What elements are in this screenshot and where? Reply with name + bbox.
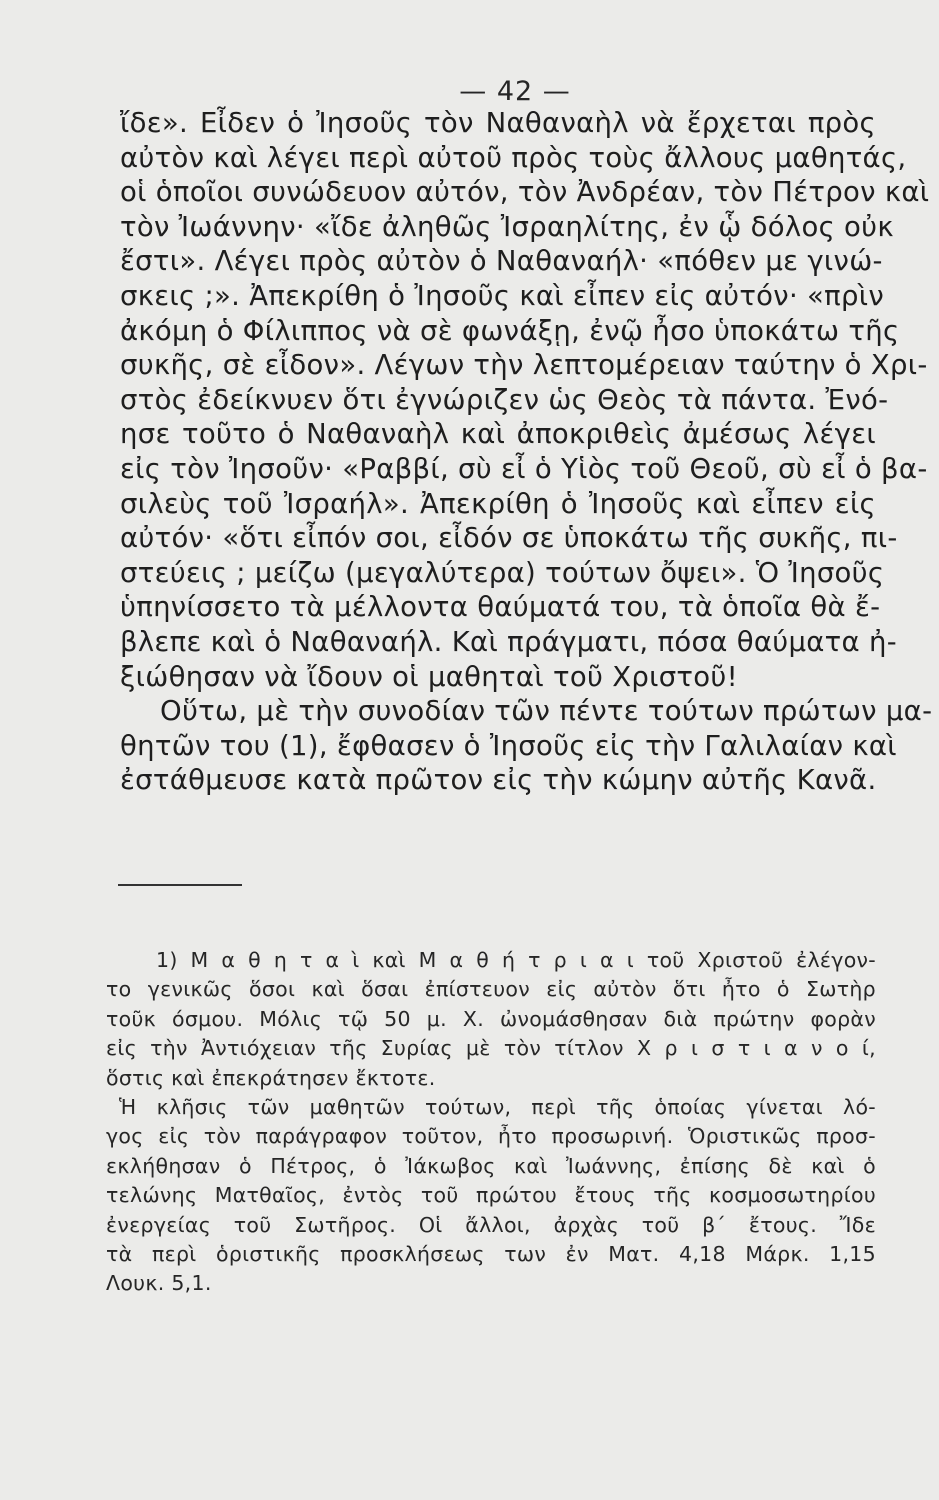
footnotes bbox=[106, 946, 876, 1299]
text-line: στεύεις ; μείζω (μεγαλύτερα) τούτων ὄψει». Ὁ Ἰησοῦς bbox=[120, 556, 885, 589]
footnote-line: εκλήθησαν ὁ Πέτρος, ὁ Ἰάκωβος καὶ Ἰωάννης, ἐπίσης δὲ καὶ ὁ bbox=[106, 1153, 876, 1178]
footnote-line: Ἡ κλῆσις τῶν μαθητῶν τούτων, περὶ τῆς ὁποίας γίνεται λό- bbox=[119, 1094, 876, 1119]
footnote-line: τοῦκ όσμου. Μόλις τῷ 50 μ. Χ. ὠνομάσθησαν διὰ πρώτην φορὰν bbox=[106, 1006, 876, 1031]
text-line: ἀκόμη ὁ Φίλιππος νὰ σὲ φωνάξῃ, ἐνῷ ἦσο ὑποκάτω τῆς bbox=[120, 314, 900, 347]
text-line: εἰς τὸν Ἰησοῦν· «Ραββί, σὺ εἶ ὁ Υἱὸς τοῦ Θεοῦ, σὺ εἶ ὁ βα- bbox=[120, 452, 928, 485]
text-line: αὐτόν· «ὅτι εἶπόν σοι, εἶδόν σε ὑποκάτω τῆς συκῆς, πι- bbox=[120, 522, 898, 555]
text-line: βλεπε καὶ ὁ Ναθαναήλ. Καὶ πράγματι, πόσα θαύματα ἠ- bbox=[120, 625, 897, 658]
text-line: ησε τοῦτο ὁ Ναθαναὴλ καὶ ἀποκριθεὶς ἀμέσως λέγει bbox=[120, 418, 876, 451]
footnote-line: ὅστις καὶ ἐπεκράτησεν ἔκτοτε. bbox=[106, 1065, 436, 1090]
footnote-line: εἰς τὴν Ἀντιόχειαν τῆς Συρίας μὲ τὸν τίτλον Χ ρ ι σ τ ι α ν ο ί, bbox=[106, 1036, 876, 1061]
footnote-divider bbox=[118, 884, 242, 886]
footnote-line: γος εἰς τὸν παράγραφον τοῦτον, ἦτο προσωρινή. Ὁριστικῶς προσ- bbox=[106, 1124, 876, 1149]
footnote-line: 1) Μ α θ η τ α ὶ καὶ Μ α θ ή τ ρ ι α ι τοῦ Χριστοῦ ἐλέγον- bbox=[156, 948, 876, 972]
text-line: ἔστι». Λέγει πρὸς αὐτὸν ὁ Ναθαναήλ· «πόθεν με γινώ- bbox=[120, 245, 883, 278]
footnote-line: τὰ περὶ ὁριστικῆς προσκλήσεως των ἐν Ματ. 4,18 Μάρκ. 1,15 bbox=[106, 1241, 876, 1266]
text-line: θητῶν του (1), ἔφθασεν ὁ Ἰησοῦς εἰς τὴν Γαλιλαίαν καὶ bbox=[120, 729, 897, 762]
text-line: σκεις ;». Ἀπεκρίθη ὁ Ἰησοῦς καὶ εἶπεν εἰς αὐτόν· «πρὶν bbox=[120, 279, 885, 312]
text-line: ἴδε». Εἶδεν ὁ Ἰησοῦς τὸν Ναθαναὴλ νὰ ἔρχεται πρὸς bbox=[120, 107, 876, 139]
footnote-line: το γενικῶς ὅσοι καὶ ὅσαι ἐπίστευον εἰς αὐτὸν ὅτι ἦτο ὁ Σωτὴρ bbox=[106, 977, 876, 1002]
text-line: στὸς ἐδείκνυεν ὅτι ἐγνώριζεν ὡς Θεὸς τὰ πάντα. Ἐνό- bbox=[120, 383, 889, 416]
page-number: — 42 — bbox=[459, 76, 571, 107]
footnote-line: Λουκ. 5,1. bbox=[106, 1271, 212, 1296]
footnote-line: ἐνεργείας τοῦ Σωτῆρος. Οἱ ἄλλοι, ἀρχὰς τοῦ β΄ ἔτους. Ἴδε bbox=[106, 1212, 876, 1237]
text-line: Οὕτω, μὲ τὴν συνοδίαν τῶν πέντε τούτων πρώτων μα- bbox=[160, 695, 933, 728]
text-line: συκῆς, σὲ εἶδον». Λέγων τὴν λεπτομέρειαν ταύτην ὁ Χρι- bbox=[120, 349, 928, 382]
text-line: οἱ ὁποῖοι συνώδευον αὐτόν, τὸν Ἀνδρέαν, τὸν Πέτρον καὶ bbox=[120, 176, 930, 209]
text-line: ἐστάθμευσε κατὰ πρῶτον εἰς τὴν κώμην αὐτῆς Κανᾶ. bbox=[120, 764, 877, 797]
text-line: ξιώθησαν νὰ ἴδουν οἱ μαθηταὶ τοῦ Χριστοῦ! bbox=[120, 660, 738, 693]
text-line: αὐτὸν καὶ λέγει περὶ αὐτοῦ πρὸς τοὺς ἄλλους μαθητάς, bbox=[120, 141, 907, 174]
text-line: τὸν Ἰωάννην· «ἴδε ἀληθῶς Ἰσραηλίτης, ἐν ᾧ δόλος οὐκ bbox=[120, 210, 894, 243]
text-line: σιλεὺς τοῦ Ἰσραήλ». Ἀπεκρίθη ὁ Ἰησοῦς καὶ εἶπεν εἰς bbox=[120, 487, 876, 520]
footnote-line: τελώνης Ματθαῖος, ἐντὸς τοῦ πρώτου ἔτους τῆς κοσμοσωτηρίου bbox=[106, 1183, 876, 1208]
text-line: ὑπηνίσσετο τὰ μέλλοντα θαύματά του, τὰ ὁποῖα θὰ ἔ- bbox=[120, 591, 881, 624]
main-text bbox=[120, 106, 933, 798]
